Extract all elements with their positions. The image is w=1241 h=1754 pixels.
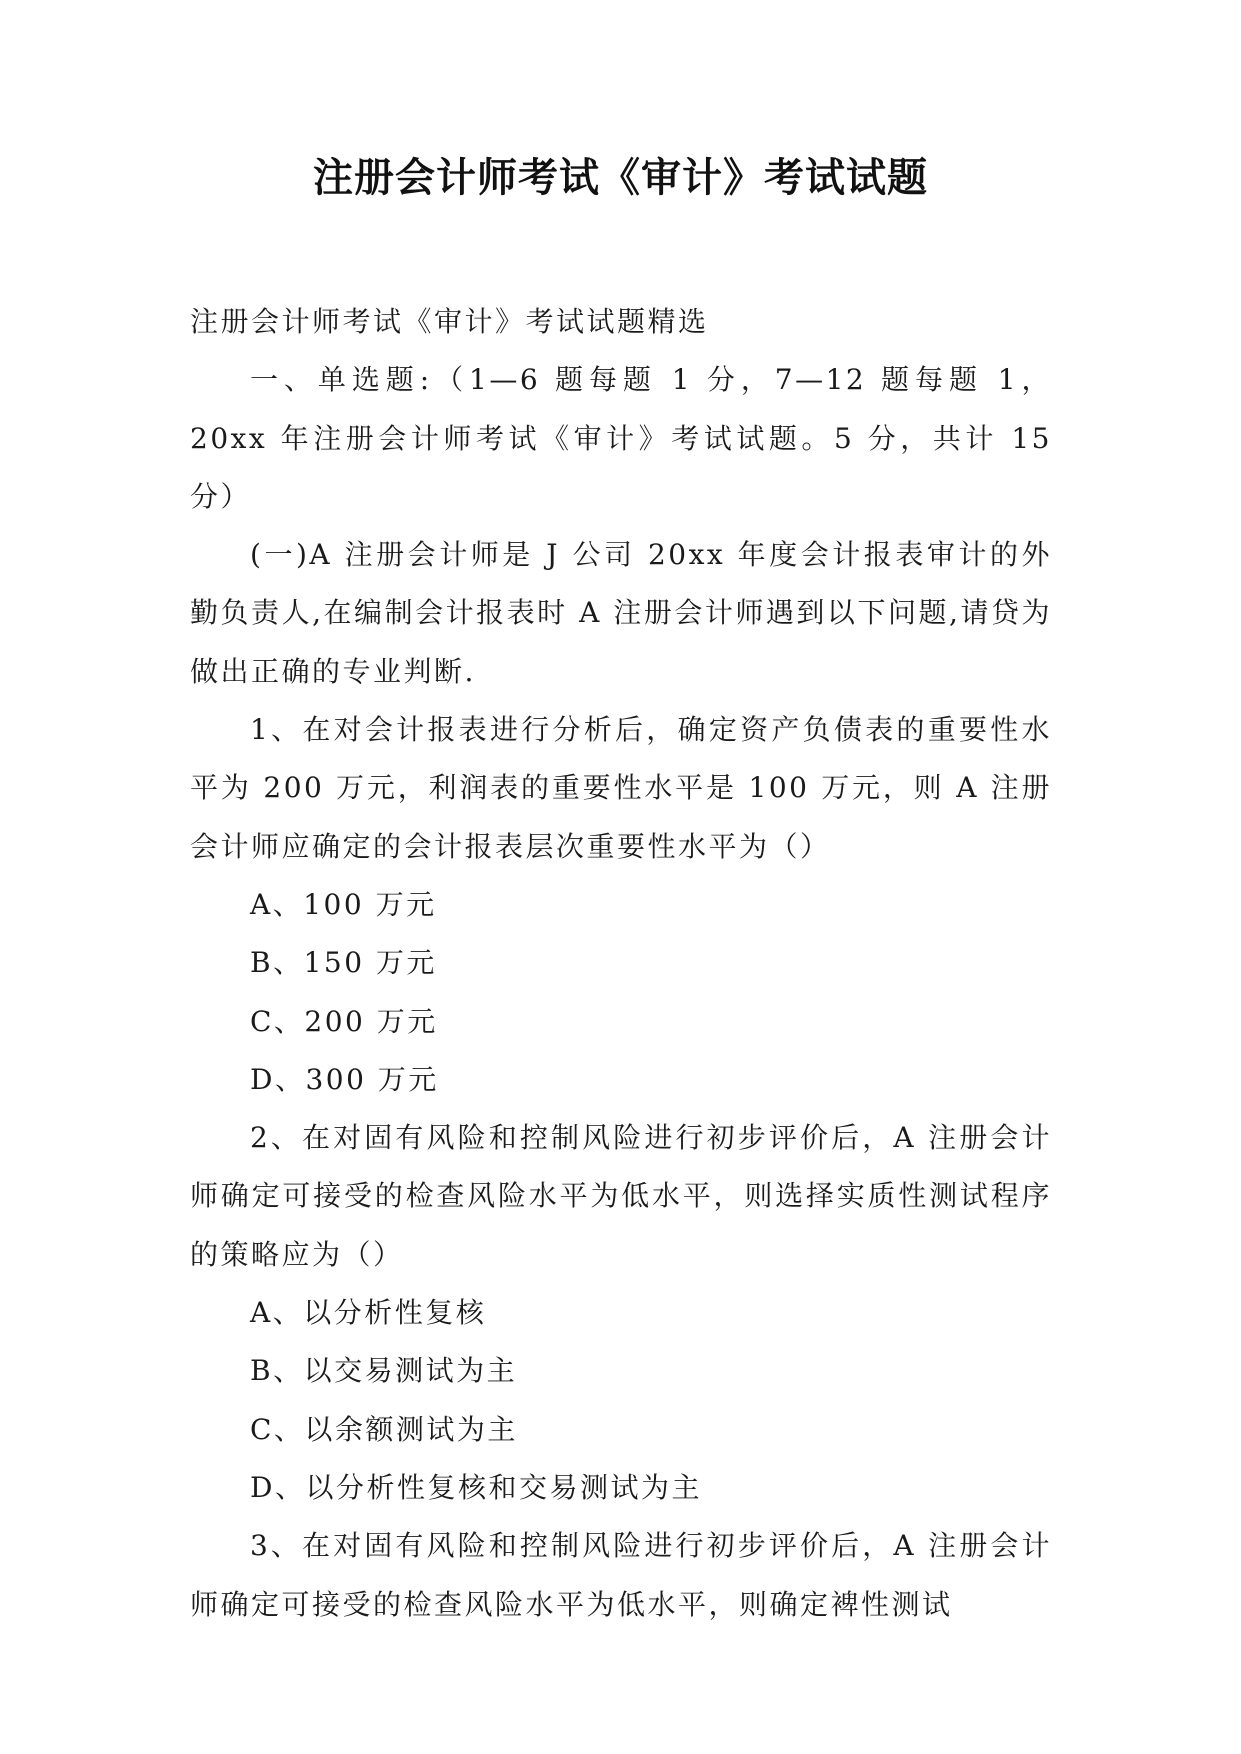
question-1-option-d: D、300 万元 bbox=[250, 1062, 439, 1096]
question-2-option-c: C、以余额测试为主 bbox=[250, 1412, 518, 1446]
case-intro-paragraph: (一)A 注册会计师是 J 公司 20xx 年度会计报表审计的外勤负责人,在编制会计报表时 A 注册会计师遇到以下问题,请贷为做出正确的专业判断. bbox=[190, 538, 1052, 688]
question-2-option-d: D、以分析性复核和交易测试为主 bbox=[250, 1470, 702, 1504]
question-3: 3、在对固有风险和控制风险进行初步评价后，A 注册会计师确定可接受的检查风险水平为低水平，则确定裨性测试 bbox=[190, 1529, 1052, 1621]
section-heading-single-choice: 一、单选题:（1—6 题每题 1 分，7—12 题每题 1，20xx 年注册会计师考试《审计》考试试题。5 分，共计 15 分） bbox=[190, 363, 1052, 513]
question-1-option-a: A、100 万元 bbox=[250, 887, 437, 921]
question-1: 1、在对会计报表进行分析后，确定资产负债表的重要性水平为 200 万元，利润表的重要性水平是 100 万元，则 A 注册会计师应确定的会计报表层次重要性水平为（） bbox=[190, 713, 1052, 863]
document-subtitle: 注册会计师考试《审计》考试试题精选 bbox=[190, 305, 709, 338]
question-2-option-b: B、以交易测试为主 bbox=[250, 1354, 518, 1388]
question-2-option-a: A、以分析性复核 bbox=[250, 1296, 487, 1330]
question-1-option-c: C、200 万元 bbox=[250, 1004, 438, 1038]
question-2: 2、在对固有风险和控制风险进行初步评价后，A 注册会计师确定可接受的检查风险水平为低水平，则选择实质性测试程序的策略应为（） bbox=[190, 1121, 1052, 1271]
question-1-option-b: B、150 万元 bbox=[250, 946, 437, 980]
document-body bbox=[190, 293, 1052, 1634]
document-title: 注册会计师考试《审计》考试试题 bbox=[313, 154, 928, 201]
